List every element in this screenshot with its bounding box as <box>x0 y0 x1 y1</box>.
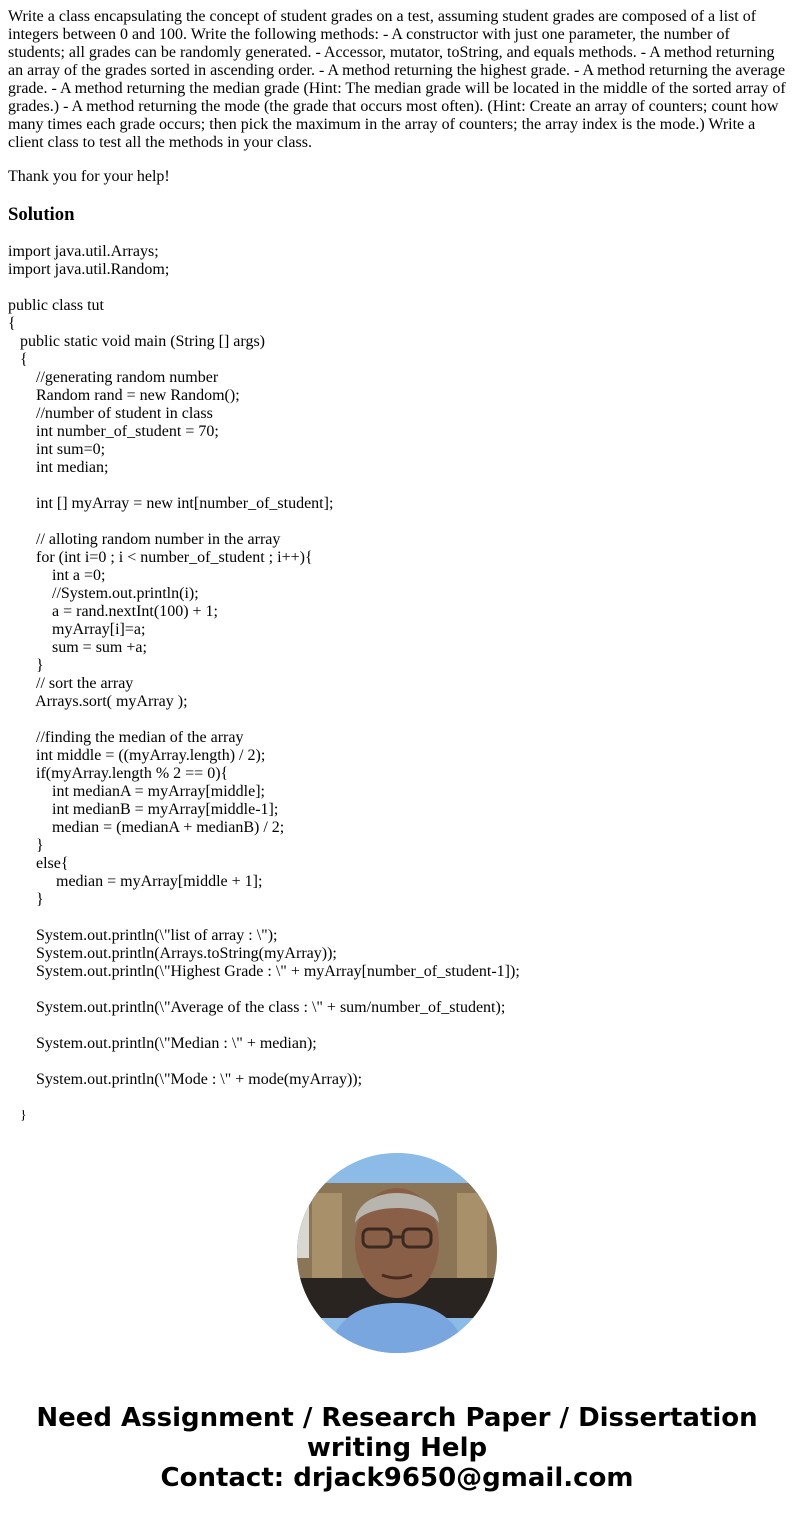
code-line: System.out.println(\"Average of the class : \" + sum/number_of_student); <box>8 999 506 1016</box>
code-line: } <box>8 837 44 854</box>
solution-heading: Solution <box>8 204 75 225</box>
code-line: myArray[i]=a; <box>8 621 146 638</box>
code-line: Random rand = new Random(); <box>8 387 240 404</box>
thanks-text: Thank you for your help! <box>8 168 170 185</box>
document-content <box>8 0 794 1089</box>
code-line: // sort the array <box>8 675 134 692</box>
code-line <box>8 513 794 531</box>
code-tail-brace: } <box>20 1110 27 1122</box>
code-line: for (int i=0 ; i < number_of_student ; i++){ <box>8 549 313 566</box>
code-line: int middle = ((myArray.length) / 2); <box>8 747 266 764</box>
code-line: median = myArray[middle + 1]; <box>8 873 263 890</box>
code-line: //number of student in class <box>8 405 213 422</box>
promo-line-2: writing Help <box>306 1433 488 1463</box>
code-line: } <box>8 891 44 908</box>
code-line: System.out.println(\"Median : \" + median); <box>8 1035 317 1052</box>
promo-banner <box>0 1403 794 1493</box>
code-line <box>8 477 794 495</box>
code-line: { <box>8 351 28 368</box>
code-line: import java.util.Random; <box>8 261 170 278</box>
code-line: import java.util.Arrays; <box>8 243 159 260</box>
code-line: int [] myArray = new int[number_of_student]; <box>8 495 334 512</box>
solution-code <box>8 243 794 1089</box>
code-line: } <box>8 657 44 674</box>
code-line: int number_of_student = 70; <box>8 423 219 440</box>
code-line <box>8 981 794 999</box>
author-photo <box>297 1153 497 1353</box>
code-line <box>8 1053 794 1071</box>
code-line: a = rand.nextInt(100) + 1; <box>8 603 218 620</box>
promo-contact: Contact: drjack9650@gmail.com <box>160 1463 634 1493</box>
question-text: Write a class encapsulating the concept of student grades on a test, assuming student grades are composed of a list of integers between 0 and 100. Write the following methods: - A constructor with just one parameter, the number of students; all grades can be randomly generated. - Accessor, mutator, toString, and equals methods. - A method returning an array of the grades sorted in ascending order. - A method returning the highest grade. - A method returning the average grade. - A method returning the median grade (Hint: The median grade will be located in the middle of the sorted array of grades.) - A method returning the mode (the grade that occurs most often). (Hint: Create an array of counters; count how many times each grade occurs; then pick the maximum in the array of counters; the array index is the mode.) Write a client class to test all the methods in your class. <box>8 8 786 151</box>
code-line <box>8 279 794 297</box>
code-line: public class tut <box>8 297 104 314</box>
code-line: else{ <box>8 855 69 872</box>
code-line: int medianB = myArray[middle-1]; <box>8 801 279 818</box>
code-line: System.out.println(\"list of array : \"); <box>8 927 278 944</box>
code-line: //System.out.println(i); <box>8 585 199 602</box>
code-line: int a =0; <box>8 567 106 584</box>
code-line: //finding the median of the array <box>8 729 244 746</box>
code-line: System.out.println(\"Mode : \" + mode(myArray)); <box>8 1071 363 1088</box>
code-line: Arrays.sort( myArray ); <box>8 693 188 710</box>
code-line: { <box>8 315 16 332</box>
author-photo-icon <box>297 1153 497 1353</box>
code-line <box>8 711 794 729</box>
code-line: public static void main (String [] args) <box>8 333 265 350</box>
code-line <box>8 1017 794 1035</box>
code-line: // alloting random number in the array <box>8 531 281 548</box>
code-line: //generating random number <box>8 369 219 386</box>
code-line: int median; <box>8 459 109 476</box>
code-line: System.out.println(\"Highest Grade : \" + myArray[number_of_student-1]); <box>8 963 520 980</box>
code-line: median = (medianA + medianB) / 2; <box>8 819 285 836</box>
code-line: int sum=0; <box>8 441 106 458</box>
code-line <box>8 909 794 927</box>
promo-line-1: Need Assignment / Research Paper / Dissertation <box>36 1403 758 1433</box>
code-line: sum = sum +a; <box>8 639 147 656</box>
code-line: System.out.println(Arrays.toString(myArray)); <box>8 945 337 962</box>
code-line: if(myArray.length % 2 == 0){ <box>8 765 229 782</box>
code-line: int medianA = myArray[middle]; <box>8 783 265 800</box>
